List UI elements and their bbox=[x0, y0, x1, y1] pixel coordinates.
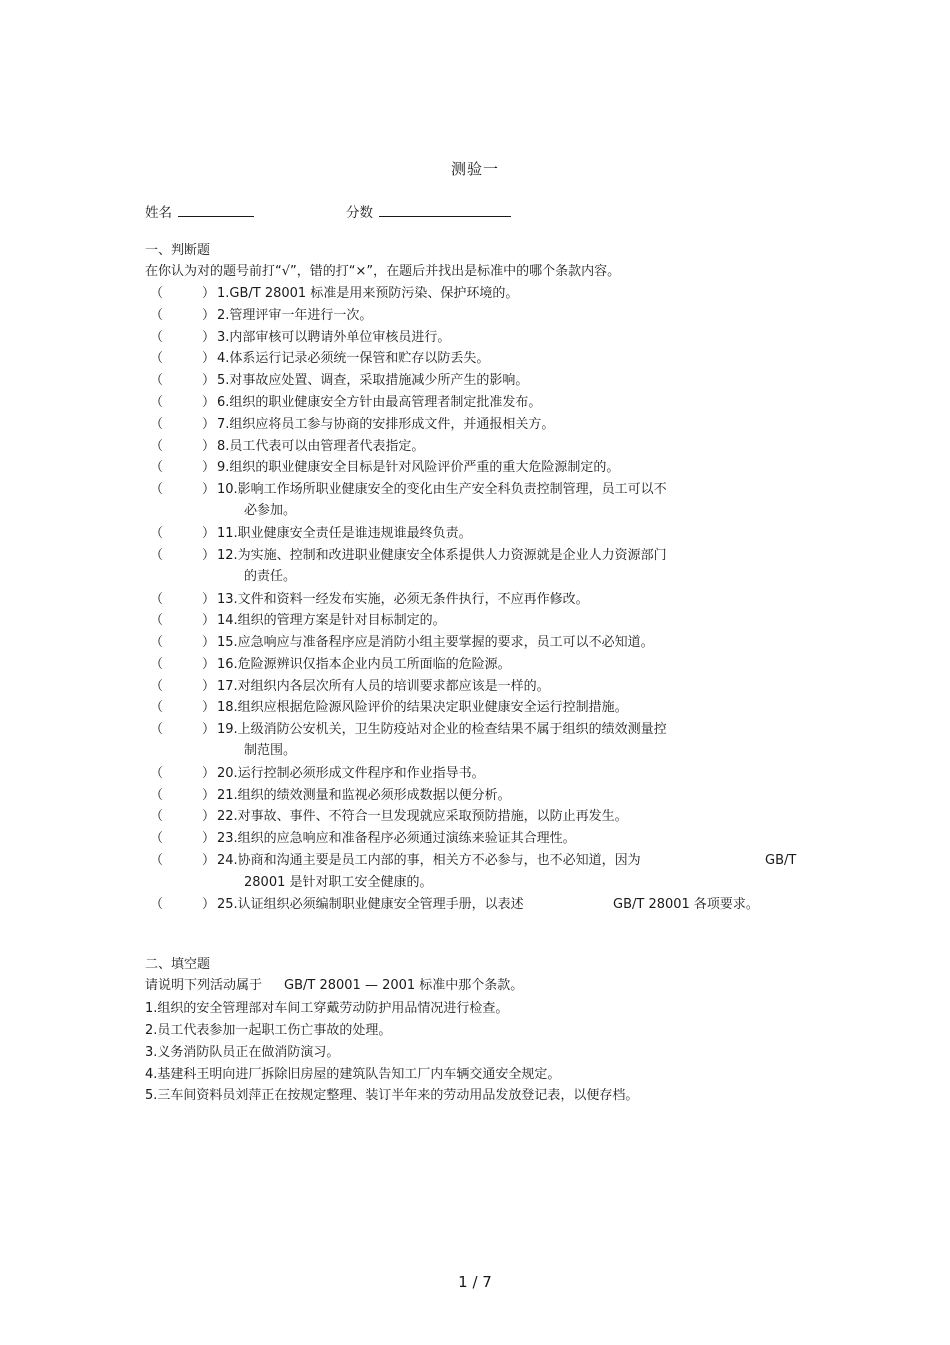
answer-paren-close: ） bbox=[202, 788, 216, 803]
answer-paren-close: ） bbox=[202, 700, 216, 715]
question-text: 16.危险源辨识仅指本企业内员工所面临的危险源。 bbox=[217, 657, 511, 672]
answer-paren-open: （ bbox=[150, 286, 164, 301]
answer-paren-open: （ bbox=[150, 809, 164, 824]
answer-paren-open: （ bbox=[150, 657, 164, 672]
fill-item-3: 3.义务消防队员正在做消防演习。 bbox=[145, 1045, 340, 1060]
answer-paren-open: （ bbox=[150, 613, 164, 628]
answer-paren-close: ） bbox=[202, 526, 216, 541]
question-text: 14.组织的管理方案是针对目标制定的。 bbox=[217, 613, 446, 628]
answer-paren-close: ） bbox=[202, 395, 216, 410]
answer-paren-close: ） bbox=[202, 373, 216, 388]
answer-paren-close: ） bbox=[202, 592, 216, 607]
answer-paren-close: ） bbox=[202, 635, 216, 650]
answer-paren-open: （ bbox=[150, 592, 164, 607]
section2-instruction bbox=[145, 978, 523, 994]
page-number: 1 / 7 bbox=[458, 1273, 492, 1291]
question-text: 5.对事故应处置、调查，采取措施减少所产生的影响。 bbox=[217, 373, 529, 388]
question-text: 13.文件和资料一经发布实施，必须无条件执行，不应再作修改。 bbox=[217, 592, 589, 607]
answer-paren-open: （ bbox=[150, 548, 164, 563]
answer-paren-open: （ bbox=[150, 460, 164, 475]
answer-paren-close: ） bbox=[202, 722, 216, 737]
question-text: 9.组织的职业健康安全目标是针对风险评价严重的重大危险源制定的。 bbox=[217, 460, 620, 475]
question-text: 22.对事故、事件、不符合一旦发现就应采取预防措施，以防止再发生。 bbox=[217, 809, 628, 824]
question-text: 4.体系运行记录必须统一保管和贮存以防丢失。 bbox=[217, 351, 490, 366]
section1-heading: 一、判断题 bbox=[145, 243, 211, 258]
answer-paren-close: ） bbox=[202, 286, 216, 301]
question-text: 24.协商和沟通主要是员工内部的事，相关方不必参与，也不必知道，因为 bbox=[217, 853, 641, 868]
answer-paren-open: （ bbox=[150, 417, 164, 432]
answer-paren-open: （ bbox=[150, 526, 164, 541]
fill-item-5: 5.三车间资料员刘萍正在按规定整理、装订半年来的劳动用品发放登记表，以便存档。 bbox=[145, 1088, 639, 1103]
answer-paren-close: ） bbox=[202, 897, 216, 912]
question-25-standard-ref: GB/T 28001 各项要求。 bbox=[613, 897, 759, 912]
question-text: 8.员工代表可以由管理者代表指定。 bbox=[217, 439, 425, 454]
fill-item-4: 4.基建科王明向进厂拆除旧房屋的建筑队告知工厂内车辆交通安全规定。 bbox=[145, 1067, 561, 1082]
answer-paren-close: ） bbox=[202, 482, 216, 497]
answer-paren-open: （ bbox=[150, 308, 164, 323]
question-12-continuation: 的责任。 bbox=[244, 569, 297, 584]
section2-instruction-standard: GB/T 28001 — 2001 标准中那个条款。 bbox=[284, 978, 524, 993]
fill-item-1: 1.组织的安全管理部对车间工穿戴劳动防护用品情况进行检查。 bbox=[145, 1001, 509, 1016]
question-text: 11.职业健康安全责任是谁违规谁最终负责。 bbox=[217, 526, 472, 541]
question-text: 1.GB/T 28001 标准是用来预防污染、保护环境的。 bbox=[217, 286, 519, 301]
score-field bbox=[346, 201, 511, 221]
question-text: 21.组织的绩效测量和监视必须形成数据以便分析。 bbox=[217, 788, 511, 803]
answer-paren-close: ） bbox=[202, 351, 216, 366]
question-text: 19.上级消防公安机关，卫生防疫站对企业的检查结果不属于组织的绩效测量控 bbox=[217, 722, 667, 737]
answer-paren-open: （ bbox=[150, 373, 164, 388]
answer-paren-close: ） bbox=[202, 853, 216, 868]
question-text: 7.组织应将员工参与协商的安排形成文件，并通报相关方。 bbox=[217, 417, 555, 432]
answer-paren-close: ） bbox=[202, 439, 216, 454]
question-19-continuation: 制范围。 bbox=[244, 743, 297, 758]
question-text: 3.内部审核可以聘请外单位审核员进行。 bbox=[217, 330, 451, 345]
answer-paren-open: （ bbox=[150, 635, 164, 650]
answer-paren-close: ） bbox=[202, 330, 216, 345]
answer-paren-close: ） bbox=[202, 766, 216, 781]
answer-paren-open: （ bbox=[150, 439, 164, 454]
answer-paren-close: ） bbox=[202, 417, 216, 432]
name-field bbox=[145, 201, 254, 221]
section2-heading: 二、填空题 bbox=[145, 957, 211, 972]
fill-item-2: 2.员工代表参加一起职工伤亡事故的处理。 bbox=[145, 1023, 392, 1038]
answer-paren-close: ） bbox=[202, 809, 216, 824]
answer-paren-open: （ bbox=[150, 897, 164, 912]
question-text: 25.认证组织必须编制职业健康安全管理手册，以表述 bbox=[217, 897, 524, 912]
answer-paren-close: ） bbox=[202, 679, 216, 694]
name-label: 姓名 bbox=[145, 205, 172, 221]
question-text: 10.影响工作场所职业健康安全的变化由生产安全科负责控制管理，员工可以不 bbox=[217, 482, 667, 497]
answer-paren-open: （ bbox=[150, 330, 164, 345]
question-10-continuation: 必参加。 bbox=[244, 503, 297, 518]
answer-paren-open: （ bbox=[150, 679, 164, 694]
document-title: 测验一 bbox=[450, 160, 499, 178]
answer-paren-close: ） bbox=[202, 308, 216, 323]
answer-paren-close: ） bbox=[202, 613, 216, 628]
question-text: 2.管理评审一年进行一次。 bbox=[217, 308, 373, 323]
question-text: 12.为实施、控制和改进职业健康安全体系提供人力资源就是企业人力资源部门 bbox=[217, 548, 667, 563]
question-text: 20.运行控制必须形成文件程序和作业指导书。 bbox=[217, 766, 485, 781]
section2-instruction-lead: 请说明下列活动属于 bbox=[145, 978, 263, 993]
answer-paren-open: （ bbox=[150, 853, 164, 868]
section1-instruction: 在你认为对的题号前打“√”，错的打“×”，在题后并找出是标准中的哪个条款内容。 bbox=[145, 264, 621, 279]
answer-paren-open: （ bbox=[150, 766, 164, 781]
answer-paren-close: ） bbox=[202, 831, 216, 846]
answer-paren-close: ） bbox=[202, 657, 216, 672]
answer-paren-open: （ bbox=[150, 722, 164, 737]
answer-paren-close: ） bbox=[202, 548, 216, 563]
answer-paren-open: （ bbox=[150, 831, 164, 846]
question-24-standard-ref: GB/T bbox=[765, 853, 797, 868]
question-text: 6.组织的职业健康安全方针由最高管理者制定批准发布。 bbox=[217, 395, 542, 410]
question-text: 23.组织的应急响应和准备程序必须通过演练来验证其合理性。 bbox=[217, 831, 576, 846]
answer-paren-open: （ bbox=[150, 351, 164, 366]
question-text: 18.组织应根据危险源风险评价的结果决定职业健康安全运行控制措施。 bbox=[217, 700, 628, 715]
answer-paren-open: （ bbox=[150, 482, 164, 497]
score-blank-line bbox=[379, 202, 511, 217]
score-label: 分数 bbox=[346, 205, 373, 221]
answer-paren-close: ） bbox=[202, 460, 216, 475]
name-blank-line bbox=[178, 202, 254, 217]
question-text: 15.应急响应与准备程序应是消防小组主要掌握的要求，员工可以不必知道。 bbox=[217, 635, 654, 650]
question-text: 17.对组织内各层次所有人员的培训要求都应该是一样的。 bbox=[217, 679, 550, 694]
question-24-continuation: 28001 是针对职工安全健康的。 bbox=[244, 875, 433, 890]
answer-paren-open: （ bbox=[150, 788, 164, 803]
answer-paren-open: （ bbox=[150, 395, 164, 410]
answer-paren-open: （ bbox=[150, 700, 164, 715]
